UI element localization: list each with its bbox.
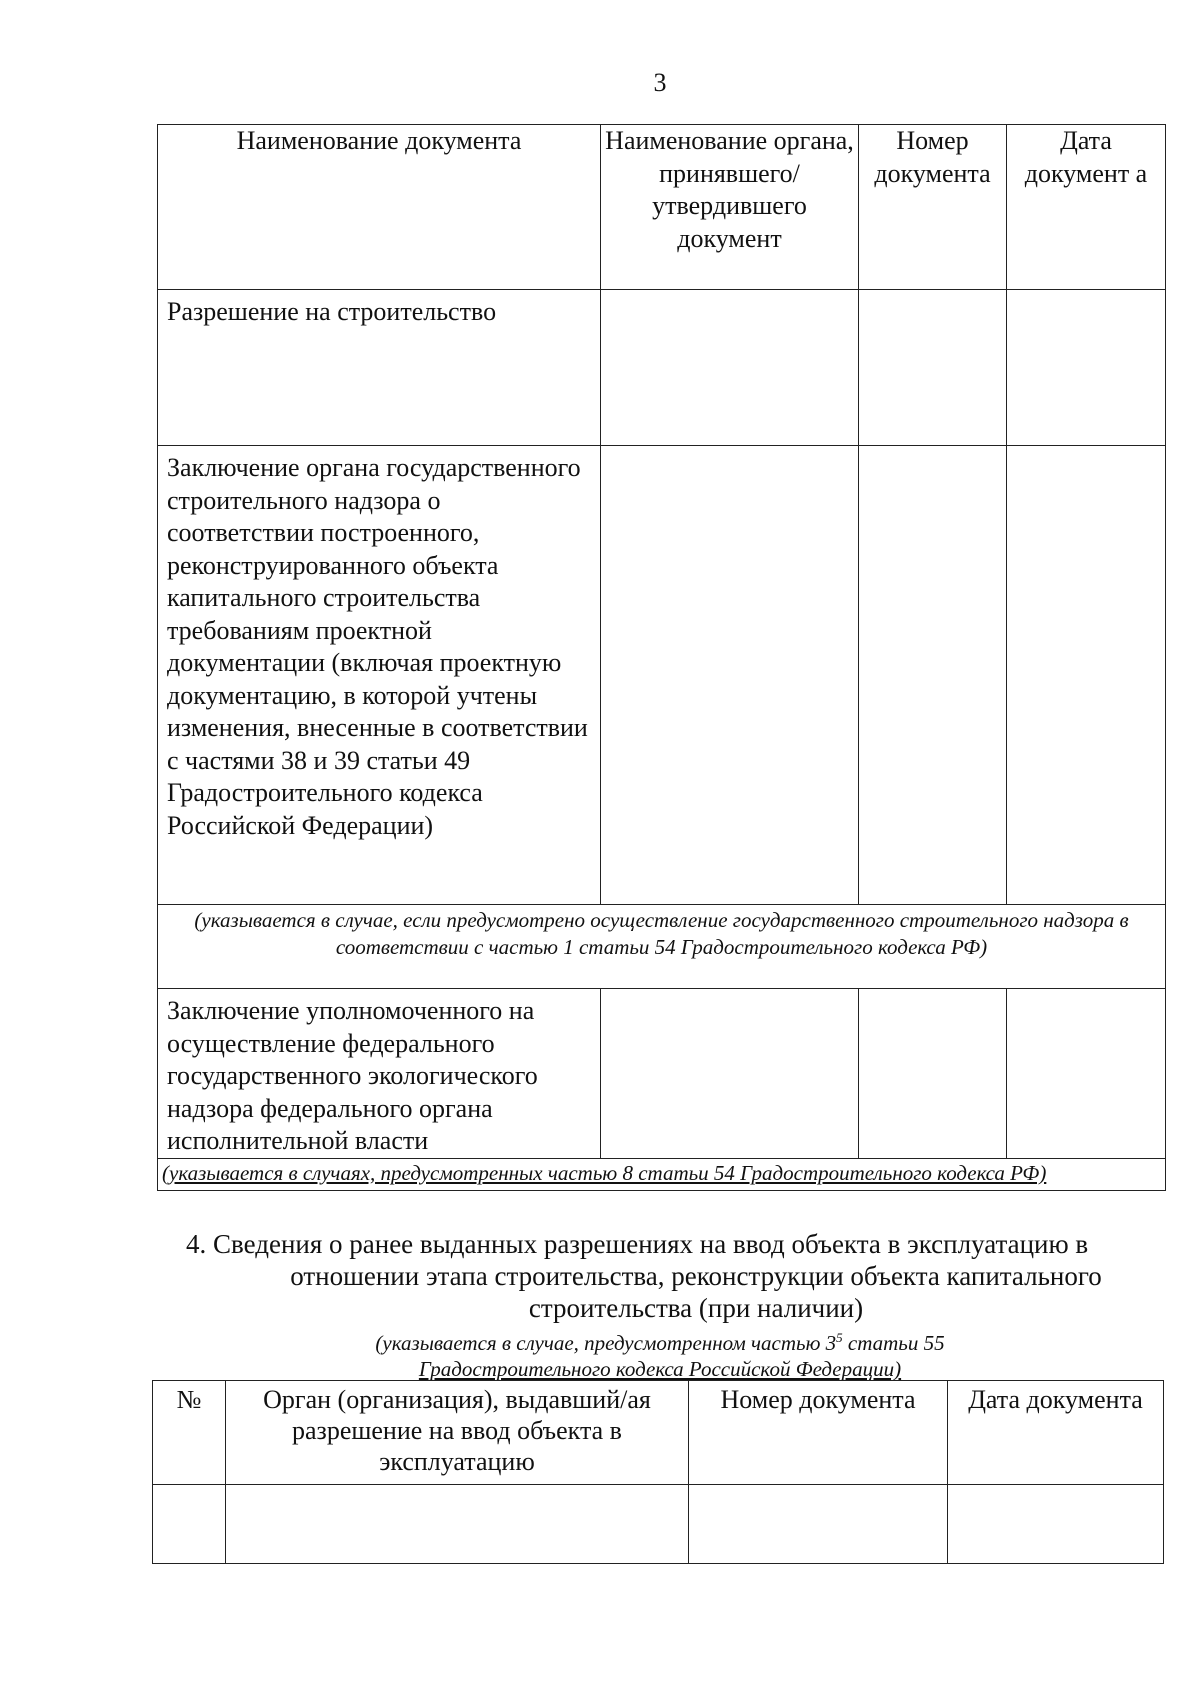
row-number-cell[interactable] <box>859 989 1007 1159</box>
row-doc-number-cell[interactable] <box>689 1485 948 1564</box>
header-issuing-authority: Орган (организация), выдавший/ая разрешение на ввод объекта в эксплуатацию <box>226 1381 689 1485</box>
header-number-sign: № <box>153 1381 226 1485</box>
row-date-cell[interactable] <box>948 1485 1164 1564</box>
header-authority-name: Наименование органа, принявшего/ утвердившего документ <box>601 125 859 290</box>
row-document-name: Заключение органа государственного строительного надзора о соответствии построенного, реконструированного объекта капитального строительства требованиям проектной документации (включая проектную документацию, в которой учтены изменения, внесенные в соответствии с частями 38 и 39 статьи 49 Градостроительного кодекса Российской Федерации) <box>158 446 601 905</box>
table-row <box>158 446 1166 905</box>
note-text: статьи 55 <box>842 1331 945 1355</box>
table-note-row <box>158 905 1166 989</box>
section-title-line: строительства (при наличии) <box>528 1293 864 1323</box>
documents-table <box>157 124 1166 1191</box>
header-document-date: Дата документ а <box>1007 125 1166 290</box>
section-title-line: 4. Сведения о ранее выданных разрешениях на ввод объекта в эксплуатацию в <box>186 1229 1089 1259</box>
table-header-row <box>158 125 1166 290</box>
row-authority-cell[interactable] <box>601 446 859 905</box>
previous-permits-table <box>152 1380 1164 1564</box>
row-note: (указывается в случае, если предусмотрено осуществление государственного строительного надзора в соответствии с частью 1 статьи 54 Градостроительного кодекса РФ) <box>158 905 1166 989</box>
row-authority-cell[interactable] <box>226 1485 689 1564</box>
row-document-name: Заключение уполномоченного на осуществление федерального государственного экологического надзора федерального органа исполнительной власти <box>158 989 601 1159</box>
note-text: (указывается в случае, предусмотренном частью 3 <box>375 1331 837 1355</box>
section-note-line <box>200 1325 1120 1356</box>
table-header-row <box>153 1381 1164 1485</box>
header-document-name: Наименование документа <box>158 125 601 290</box>
row-authority-cell[interactable] <box>601 989 859 1159</box>
section-4-note <box>200 1325 1120 1382</box>
page-number: 3 <box>653 68 667 97</box>
row-note: (указывается в случаях, предусмотренных частью 8 статьи 54 Градостроительного кодекса РФ) <box>158 1158 1166 1190</box>
row-document-name: Разрешение на строительство <box>158 290 601 446</box>
row-date-cell[interactable] <box>1007 290 1166 446</box>
header-document-date: Дата документа <box>948 1381 1164 1485</box>
row-authority-cell[interactable] <box>601 290 859 446</box>
row-number-cell[interactable] <box>153 1485 226 1564</box>
table-row <box>158 290 1166 446</box>
table-row <box>153 1485 1164 1564</box>
row-date-cell[interactable] <box>1007 989 1166 1159</box>
section-title-line: отношении этапа строительства, реконструкции объекта капитального <box>290 1261 1102 1291</box>
section-4-title <box>186 1228 1166 1324</box>
table-note-row <box>158 1158 1166 1190</box>
header-document-number: Номер документа <box>859 125 1007 290</box>
row-date-cell[interactable] <box>1007 446 1166 905</box>
row-number-cell[interactable] <box>859 446 1007 905</box>
table-row <box>158 989 1166 1159</box>
section-note-line: Градостроительного кодекса Российской Федерации) <box>418 1357 902 1381</box>
row-number-cell[interactable] <box>859 290 1007 446</box>
note-superscript: 5 <box>836 1330 843 1345</box>
header-document-number: Номер документа <box>689 1381 948 1485</box>
